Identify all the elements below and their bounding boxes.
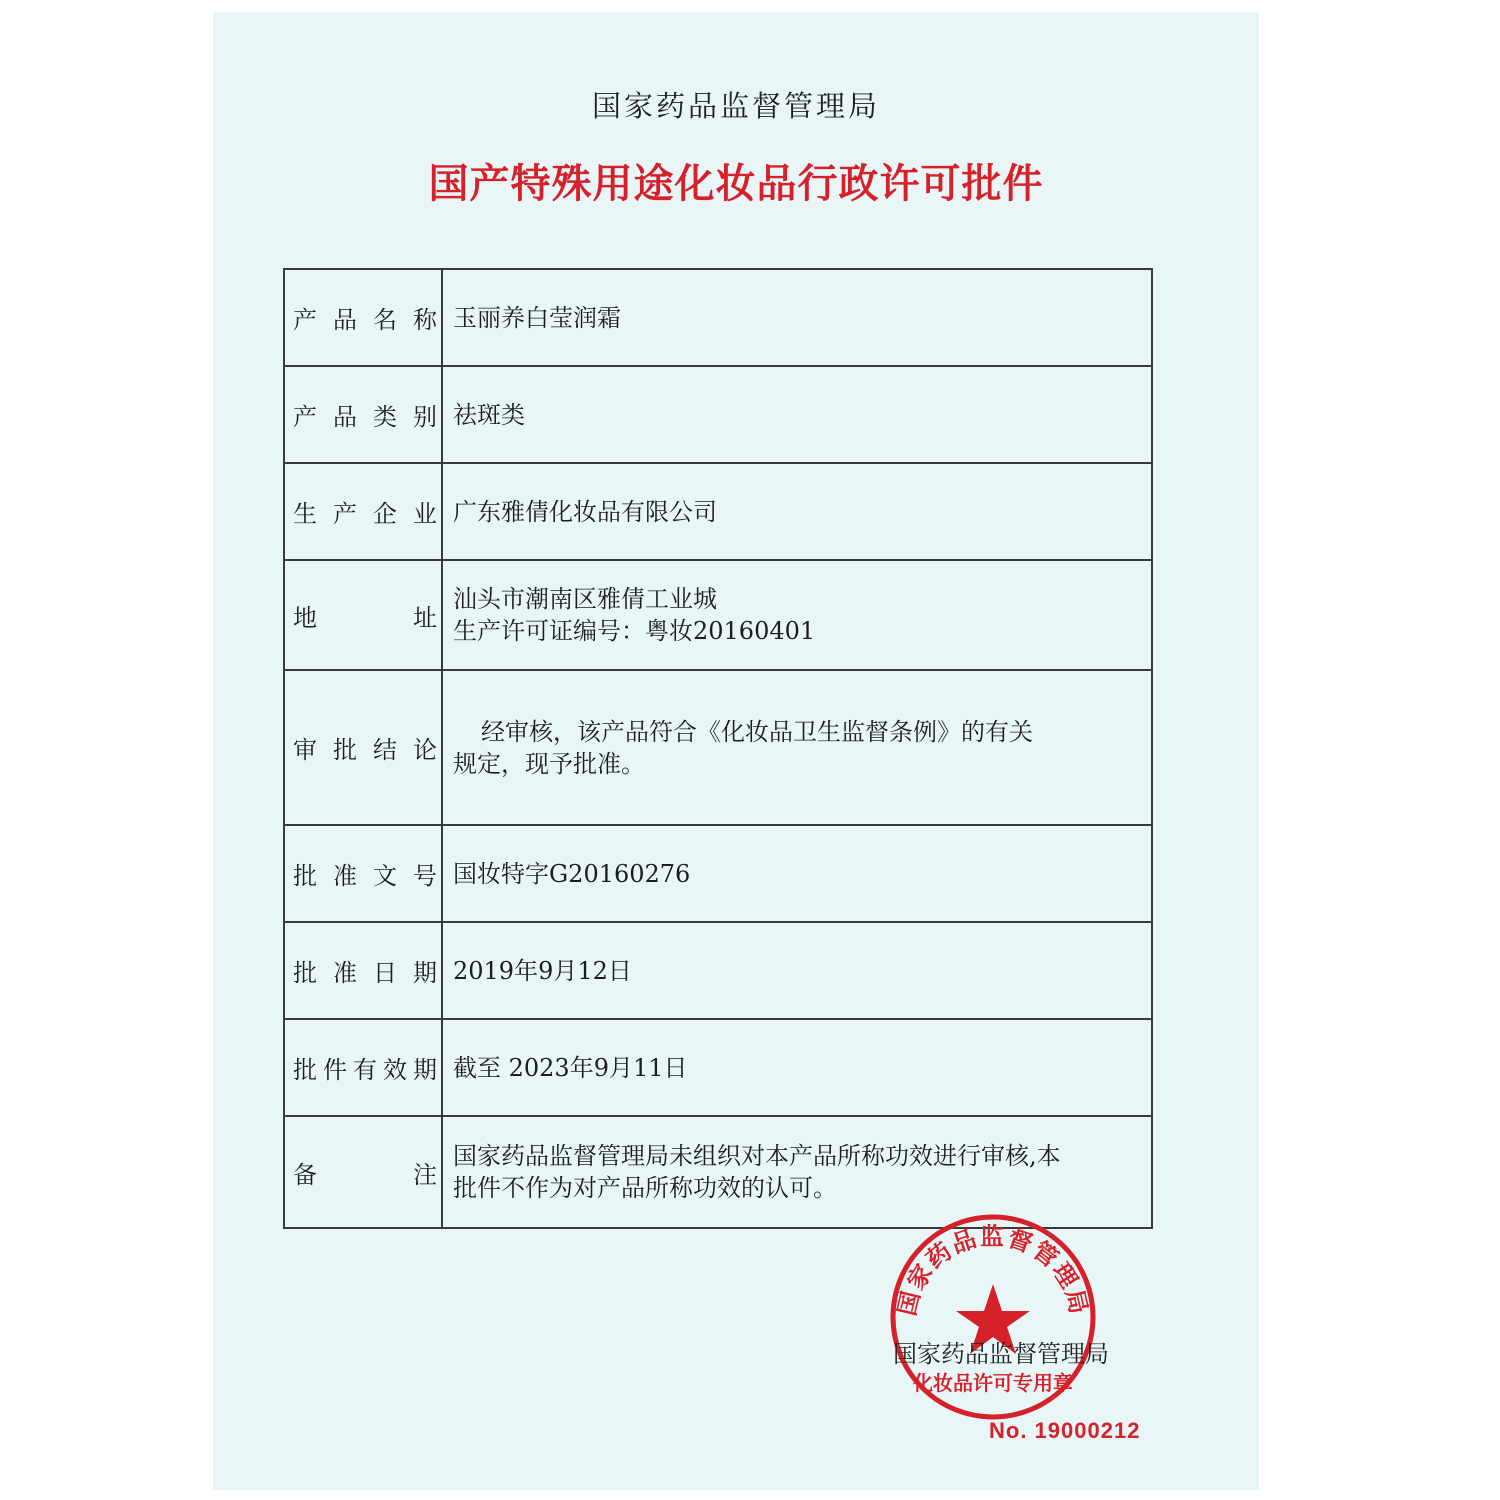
label-product-name: [284, 269, 442, 366]
label-approval-number: [284, 825, 442, 922]
label-approval-date: [284, 922, 442, 1019]
row-label-text: [293, 397, 437, 432]
label-char: 址: [413, 603, 437, 632]
label-char: 文: [373, 862, 397, 890]
row-label-text: [293, 730, 437, 765]
label-char: 产: [293, 403, 317, 431]
value-product-name: 玉丽养白莹润霜: [442, 269, 1152, 366]
row-label-text: [293, 1050, 437, 1085]
row-label-text: [293, 856, 437, 891]
label-char: 别: [413, 403, 437, 431]
label-char: 日: [373, 959, 397, 987]
label-char: 审: [293, 736, 317, 764]
label-char: 号: [413, 862, 437, 890]
value-validity: 截至 2023年9月11日: [442, 1019, 1152, 1116]
label-char: 准: [333, 959, 357, 987]
value-approval-number: 国妆特字G20160276: [442, 825, 1152, 922]
label-char: 品: [333, 306, 357, 334]
row-label-text: [293, 1155, 437, 1190]
label-char: 准: [333, 862, 357, 890]
row-label-text: [293, 300, 437, 335]
label-char: 类: [373, 403, 397, 431]
label-char: 批: [293, 1056, 317, 1084]
document-title: 国产特殊用途化妆品行政许可批件: [428, 160, 1044, 207]
table-row-product-name: [284, 269, 1152, 366]
label-char: 企: [373, 500, 397, 528]
value-approval-conclusion: 经审核，该产品符合《化妆品卫生监督条例》的有关 规定，现予批准。: [442, 670, 1152, 825]
label-char: 结: [373, 736, 397, 764]
label-char: 生: [293, 500, 317, 528]
label-char: 备: [293, 1160, 317, 1189]
row-label-text: [293, 598, 437, 633]
value-address: 汕头市潮南区雅倩工业城 生产许可证编号：粤妆20160401: [442, 560, 1152, 670]
label-char: 批: [293, 959, 317, 987]
seal-ring-text: 国家药品监督管理局: [891, 1221, 1095, 1319]
table-row-approval-date: [284, 922, 1152, 1019]
serial-number: No. 19000212: [989, 1418, 1141, 1443]
table-row-approval-number: [284, 825, 1152, 922]
table-row-validity: [284, 1019, 1152, 1116]
label-validity: [284, 1019, 442, 1116]
permit-document: [213, 12, 1259, 1490]
label-char: 地: [293, 603, 317, 632]
label-char: 产: [293, 306, 317, 334]
label-product-category: [284, 366, 442, 463]
label-char: 有: [353, 1056, 377, 1084]
label-char: 产: [333, 500, 357, 528]
label-char: 品: [333, 403, 357, 431]
row-label-text: [293, 953, 437, 988]
permit-table: [283, 268, 1153, 1229]
seal-caption: 国家药品监督管理局: [893, 1340, 1109, 1368]
value-product-category: 祛斑类: [442, 366, 1152, 463]
value-remarks: 国家药品监督管理局未组织对本产品所称功效进行审核,本 批件不作为对产品所称功效的认可。: [442, 1116, 1152, 1228]
official-seal: [888, 1212, 1098, 1422]
label-remarks: [284, 1116, 442, 1228]
label-char: 批: [293, 862, 317, 890]
label-char: 业: [413, 500, 437, 528]
table-row-product-category: [284, 366, 1152, 463]
row-label-text: [293, 494, 437, 529]
label-char: 期: [413, 1056, 437, 1084]
label-char: 称: [413, 306, 437, 334]
label-char: 名: [373, 306, 397, 334]
label-char: 注: [413, 1160, 437, 1189]
label-manufacturer: [284, 463, 442, 560]
value-approval-date: 2019年9月12日: [442, 922, 1152, 1019]
table-row-manufacturer: [284, 463, 1152, 560]
seal-inner-text: 化妆品许可专用章: [913, 1371, 1073, 1395]
value-manufacturer: 广东雅倩化妆品有限公司: [442, 463, 1152, 560]
table-row-address: [284, 560, 1152, 670]
issuing-agency: 国家药品监督管理局: [591, 89, 880, 123]
table-row-approval-conclusion: [284, 670, 1152, 825]
label-address: [284, 560, 442, 670]
label-char: 效: [383, 1056, 407, 1084]
label-char: 件: [323, 1056, 347, 1084]
label-approval-conclusion: [284, 670, 442, 825]
label-char: 论: [413, 736, 437, 764]
label-char: 期: [413, 959, 437, 987]
label-char: 批: [333, 736, 357, 764]
